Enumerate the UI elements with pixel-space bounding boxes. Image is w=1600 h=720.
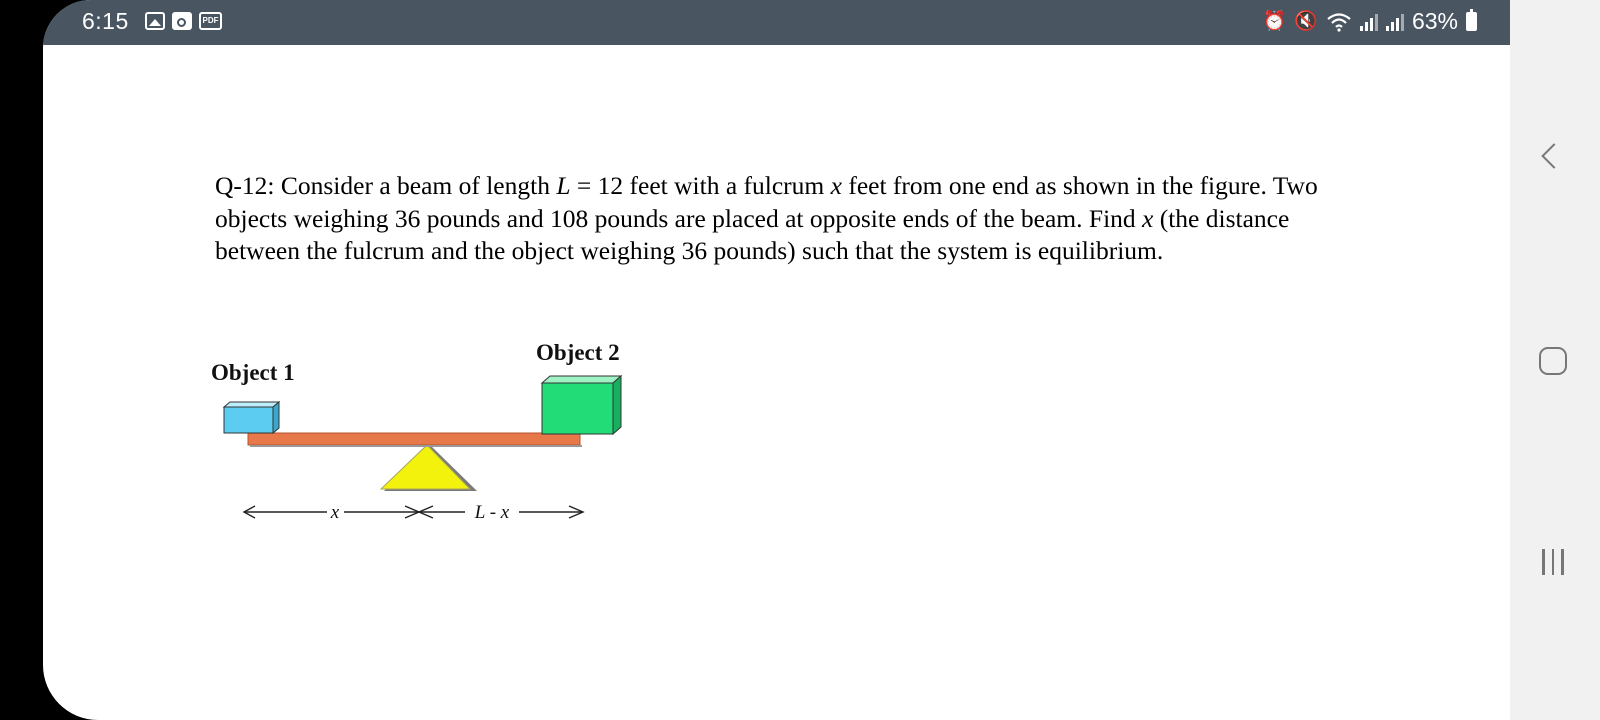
- object2-label: Object 2: [536, 340, 620, 365]
- signal-icon: [1360, 13, 1378, 31]
- home-icon[interactable]: [1539, 347, 1567, 375]
- navigation-bar: [1510, 0, 1600, 720]
- pdf-icon: PDF: [199, 12, 222, 30]
- dimension-arrows: [244, 506, 583, 518]
- fulcrum: [381, 445, 470, 489]
- question-eq: = 12 feet with a fulcrum: [570, 171, 831, 200]
- l-minus-x-dimension-label: L - x: [474, 502, 510, 523]
- seesaw-figure: [207, 335, 687, 545]
- status-notification-icons: [145, 12, 222, 30]
- x-variable: x: [1142, 203, 1154, 233]
- length-variable: L: [556, 171, 571, 200]
- battery-icon: [1466, 12, 1477, 31]
- question-prefix: Q-12: Consider a beam of length: [215, 171, 557, 200]
- key-icon: [172, 12, 192, 30]
- recents-icon[interactable]: [1542, 549, 1564, 575]
- question-rest1: feet from one end as shown in the figure. Two objects weighing 36 pounds and 108 pounds are placed at opposite ends of the beam. Find: [215, 171, 1318, 233]
- phone-screen: [43, 0, 1510, 720]
- beam: [248, 433, 580, 445]
- back-icon[interactable]: [1541, 143, 1566, 168]
- mute-icon: 🔇: [1294, 10, 1318, 32]
- question-text: [215, 170, 1335, 268]
- x-dimension-label: x: [330, 502, 340, 523]
- battery-percent: 63%: [1411, 8, 1458, 34]
- question-rest2: (the distance between the fulcrum and the object weighing 36 pounds) such that the system is equilibrium.: [215, 203, 1290, 265]
- signal-icon: [1386, 13, 1404, 31]
- beam-shadow: [250, 445, 582, 447]
- object1-box: [224, 402, 279, 433]
- gallery-icon: [145, 12, 165, 30]
- object2-box: [542, 376, 621, 434]
- status-system-icons: [1263, 8, 1477, 35]
- status-time: 6:15: [82, 8, 129, 34]
- object1-label: Object 1: [211, 360, 295, 385]
- wifi-icon: [1326, 12, 1352, 32]
- x-variable: x: [830, 171, 842, 200]
- alarm-icon: ⏰: [1262, 10, 1287, 32]
- status-bar: [43, 0, 1510, 45]
